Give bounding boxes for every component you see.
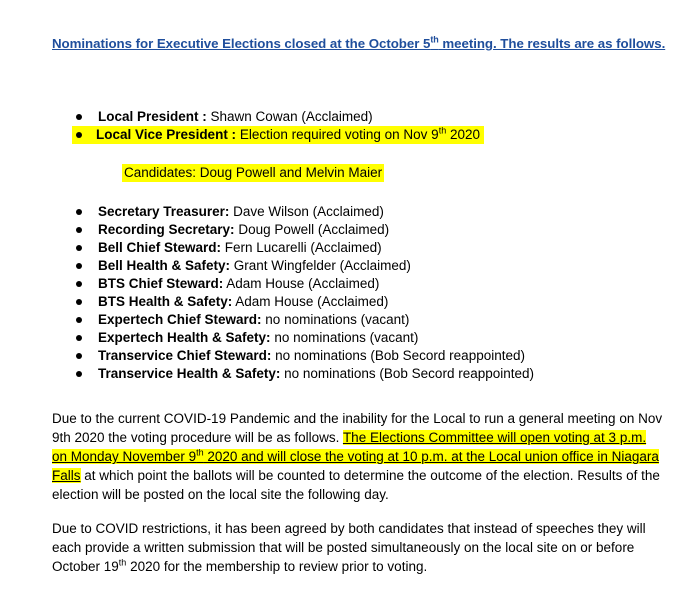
list-item: Bell Health & Safety: Grant Wingfelder (Acclaimed) [74, 257, 534, 275]
voting-times-highlight: The Elections Committee will open voting at 3 p.m. on Monday November 9th 2020 and will close the voting at 10 p.m. at the Local union office in Niagara Falls [52, 430, 659, 483]
document-title: Nominations for Executive Elections closed at the October 5th meeting. The results are as follows. [52, 34, 666, 51]
list-item: Local President : Shawn Cowan (Acclaimed) [74, 108, 484, 126]
speeches-paragraph: Due to COVID restrictions, it has been agreed by both candidates that instead of speeches they will each provide a written submission that will be posted simultaneously on the local site on or before October 19th 2020 for the membership to review prior to voting. [52, 521, 646, 574]
bullet-icon [76, 114, 82, 120]
list-item: Expertech Chief Steward: no nominations (vacant) [74, 311, 534, 329]
list-item: BTS Health & Safety: Adam House (Acclaimed) [74, 293, 534, 311]
candidates-line: Candidates: Doug Powell and Melvin Maier [124, 165, 383, 180]
list-item: Transervice Chief Steward: no nominations (Bob Secord reappointed) [74, 347, 534, 365]
list-item-highlighted: Local Vice President : Election required voting on Nov 9th 2020 [74, 126, 484, 144]
positions-list [74, 203, 534, 383]
list-item: Transervice Health & Safety: no nominations (Bob Secord reappointed) [74, 365, 534, 383]
voting-procedure-paragraph: Due to the current COVID-19 Pandemic and the inability for the Local to run a general meeting on Nov 9th 2020 the voting procedure will be as follows. The Elections Committee will open voting at 3 p.m. on Monday November 9th 2020 and will close the voting at 10 p.m. at the Local union office in Niagara Falls at which point the ballots will be counted to determine the outcome of the election. Results of the election will be posted on the local site the following day. [52, 411, 663, 502]
bullet-icon [76, 299, 82, 305]
list-item: BTS Chief Steward: Adam House (Acclaimed) [74, 275, 534, 293]
top-positions-list [74, 108, 484, 144]
bullet-icon [76, 371, 82, 377]
list-item: Recording Secretary: Doug Powell (Acclaimed) [74, 221, 534, 239]
bullet-icon [76, 281, 82, 287]
bullet-icon [76, 263, 82, 269]
bullet-icon [76, 353, 82, 359]
bullet-icon [76, 227, 82, 233]
bullet-icon [76, 335, 82, 341]
list-item: Bell Chief Steward: Fern Lucarelli (Acclaimed) [74, 239, 534, 257]
bullet-icon [76, 245, 82, 251]
bullet-icon [76, 132, 82, 138]
bullet-icon [76, 317, 82, 323]
list-item: Expertech Health & Safety: no nominations (vacant) [74, 329, 534, 347]
list-item: Secretary Treasurer: Dave Wilson (Acclaimed) [74, 203, 534, 221]
bullet-icon [76, 209, 82, 215]
